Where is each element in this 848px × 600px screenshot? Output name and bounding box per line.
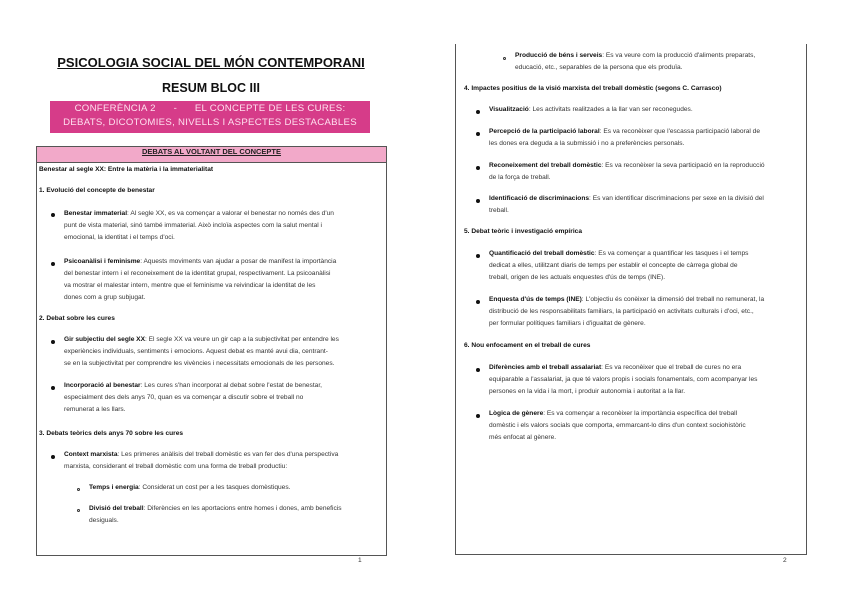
banner-line-2: DEBATS, DICOTOMIES, NIVELLS I ASPECTES DESTACABLES (63, 117, 357, 128)
bullet-icon (476, 166, 480, 170)
list-item-line: dedicat a elles, utilitzant diaris de temps per establir el concepte de càrrega global de (489, 262, 738, 269)
page-gap (424, 0, 455, 600)
conference-banner (50, 101, 370, 133)
list-item-line: les dones era deguda a la submissió i no a preferències personals. (489, 140, 685, 147)
list-item-line: domèstic i els valors socials que comporta, emmarcant-lo dins d'un context sociohistòric (489, 422, 746, 429)
bullet-icon (476, 132, 480, 136)
list-item-line: més enfocat al gènere. (489, 434, 557, 441)
section-heading-1: 1. Evolució del concepte de benestar (39, 187, 155, 194)
list-item: Enquesta d'ús de temps (INE): L'objectiu és conèixer la dimensió del treball no remunerat, la (489, 296, 765, 303)
sub-list-item: Temps i energia: Considerat un cost per a les tasques domèstiques. (89, 484, 291, 491)
document-page-2 (455, 0, 848, 600)
list-item-line: marxista, considerant el treball domèstic com una forma de treball productiu: (64, 463, 288, 470)
sub-bullet-icon (77, 509, 80, 512)
section-heading-5: 5. Debat teòric i investigació empírica (464, 228, 582, 235)
list-item-line: experiències individuals, sentiments i emocions. Aquest debat es manté avui dia, centrant- (64, 348, 328, 355)
document-title: PSICOLOGIA SOCIAL DEL MÓN CONTEMPORANI (57, 55, 365, 70)
bullet-icon (51, 455, 55, 459)
list-item-line: persones en la vida i la mort, i produir autonomia i autoritat a la llar. (489, 388, 686, 395)
bullet-icon (476, 300, 480, 304)
list-item: Context marxista: Les primeres anàlisis del treball domèstic es van fer des d'una perspectiva (64, 451, 339, 458)
list-item-line: dones com a grup subjugat. (64, 294, 146, 301)
list-item: Psicoanàlisi i feminisme: Aquests moviments van ajudar a posar de manifest la importància (64, 258, 337, 265)
sub-bullet-icon (77, 488, 80, 491)
section-heading-4: 4. Impactes positius de la visió marxista del treball domèstic (segons C. Carrasco) (464, 85, 722, 92)
list-item: Reconeixement del treball domèstic: Es va reconèixer la seva participació en la reproducció (489, 162, 765, 169)
intro-heading: Benestar al segle XX: Entre la matèria i la immaterialitat (39, 166, 214, 173)
list-item: Diferències amb el treball assalariat: Es va reconèixer que el treball de cures no era (489, 364, 742, 371)
sub-list-item: Divisió del treball: Diferències en les aportacions entre homes i dones, amb beneficis (89, 505, 342, 512)
list-item-line: va mostrar el malestar intern, mentre que el feminisme va reivindicar la identitat de les (64, 282, 316, 289)
list-item-line: se en la subjectivitat per comprendre les vivències i necessitats emocionals de les persones. (64, 360, 335, 367)
list-item: Gir subjectiu del segle XX: El segle XX va veure un gir cap a la subjectivitat per entendre les (64, 336, 339, 343)
banner-line-1: CONFERÈNCIA 2 - EL CONCEPTE DE LES CURES: (74, 103, 346, 114)
page-number: 2 (783, 557, 787, 564)
list-item-line: educació, etc., separables de la persona que els produïa. (515, 64, 683, 71)
bullet-icon (476, 368, 480, 372)
list-item: Quantificació del treball domèstic: Es va començar a quantificar les tasques i el temps (489, 250, 749, 257)
list-item-line: especialment des dels anys 70, quan es va començar a discutir sobre el treball no (64, 394, 304, 401)
sub-bullet-icon (503, 57, 506, 60)
list-item-line: remunerat a les llars. (64, 406, 126, 413)
bullet-icon (476, 110, 480, 114)
list-item-line: de la força de treball. (489, 174, 551, 181)
bullet-icon (476, 414, 480, 418)
bullet-icon (51, 213, 55, 217)
list-item-line: treball, origen de les actuals enquestes d'ús de temps (INE). (489, 274, 666, 281)
bullet-icon (51, 386, 55, 390)
list-item-line: distribució de les responsabilitats familiars, la participació en activitats culturals i d'oci, etc., (489, 308, 754, 315)
section-heading-6: 6. Nou enfocament en el treball de cures (464, 342, 591, 349)
list-item-line: desiguals. (89, 517, 119, 524)
document-subtitle: RESUM BLOC III (162, 81, 260, 95)
list-item: Identificació de discriminacions: Es van identificar discriminacions per sexe en la divisió del (489, 195, 764, 202)
list-item: Percepció de la participació laboral: Es va reconèixer que l'escassa participació laboral de (489, 128, 760, 135)
page-number: 1 (358, 557, 362, 564)
section-heading-3: 3. Debats teòrics dels anys 70 sobre les cures (39, 430, 184, 437)
list-item-line: per formular polítiques familiars i d'igualtat de gènere. (489, 320, 646, 327)
list-item-line: punt de vista material, sinó també immaterial. Això incloïa aspectes com la salut mental i (64, 222, 323, 229)
list-item: Incorporació al benestar: Les cures s'han incorporat al debat sobre l'estat de benestar, (64, 382, 322, 389)
bullet-icon (51, 262, 55, 266)
sub-list-item: Producció de béns i serveis: Es va veure com la producció d'aliments preparats, (515, 52, 756, 59)
list-item: Lògica de gènere: Es va començar a reconèixer la importància específica del treball (489, 410, 738, 417)
list-item-line: del benestar intern i el reconeixement de la identitat grupal, respectivament. La psicoanàlisi (64, 270, 331, 277)
content-box-header: DEBATS AL VOLTANT DEL CONCEPTE (36, 146, 387, 163)
bullet-icon (476, 254, 480, 258)
bullet-icon (476, 199, 480, 203)
list-item-line: treball. (489, 207, 509, 214)
list-item-line: equiparable a l'assalariat, ja que té valors propis i socials fonamentals, com acompanyar les (489, 376, 758, 383)
list-item: Benestar immaterial: Al segle XX, es va començar a valorar el benestar no només des d'un (64, 210, 334, 217)
section-heading-2: 2. Debat sobre les cures (39, 315, 115, 322)
bullet-icon (51, 340, 55, 344)
list-item-line: emocional, la identitat i el temps d'oci. (64, 234, 175, 241)
list-item: Visualització: Les activitats realitzades a la llar van ser reconegudes. (489, 106, 693, 113)
